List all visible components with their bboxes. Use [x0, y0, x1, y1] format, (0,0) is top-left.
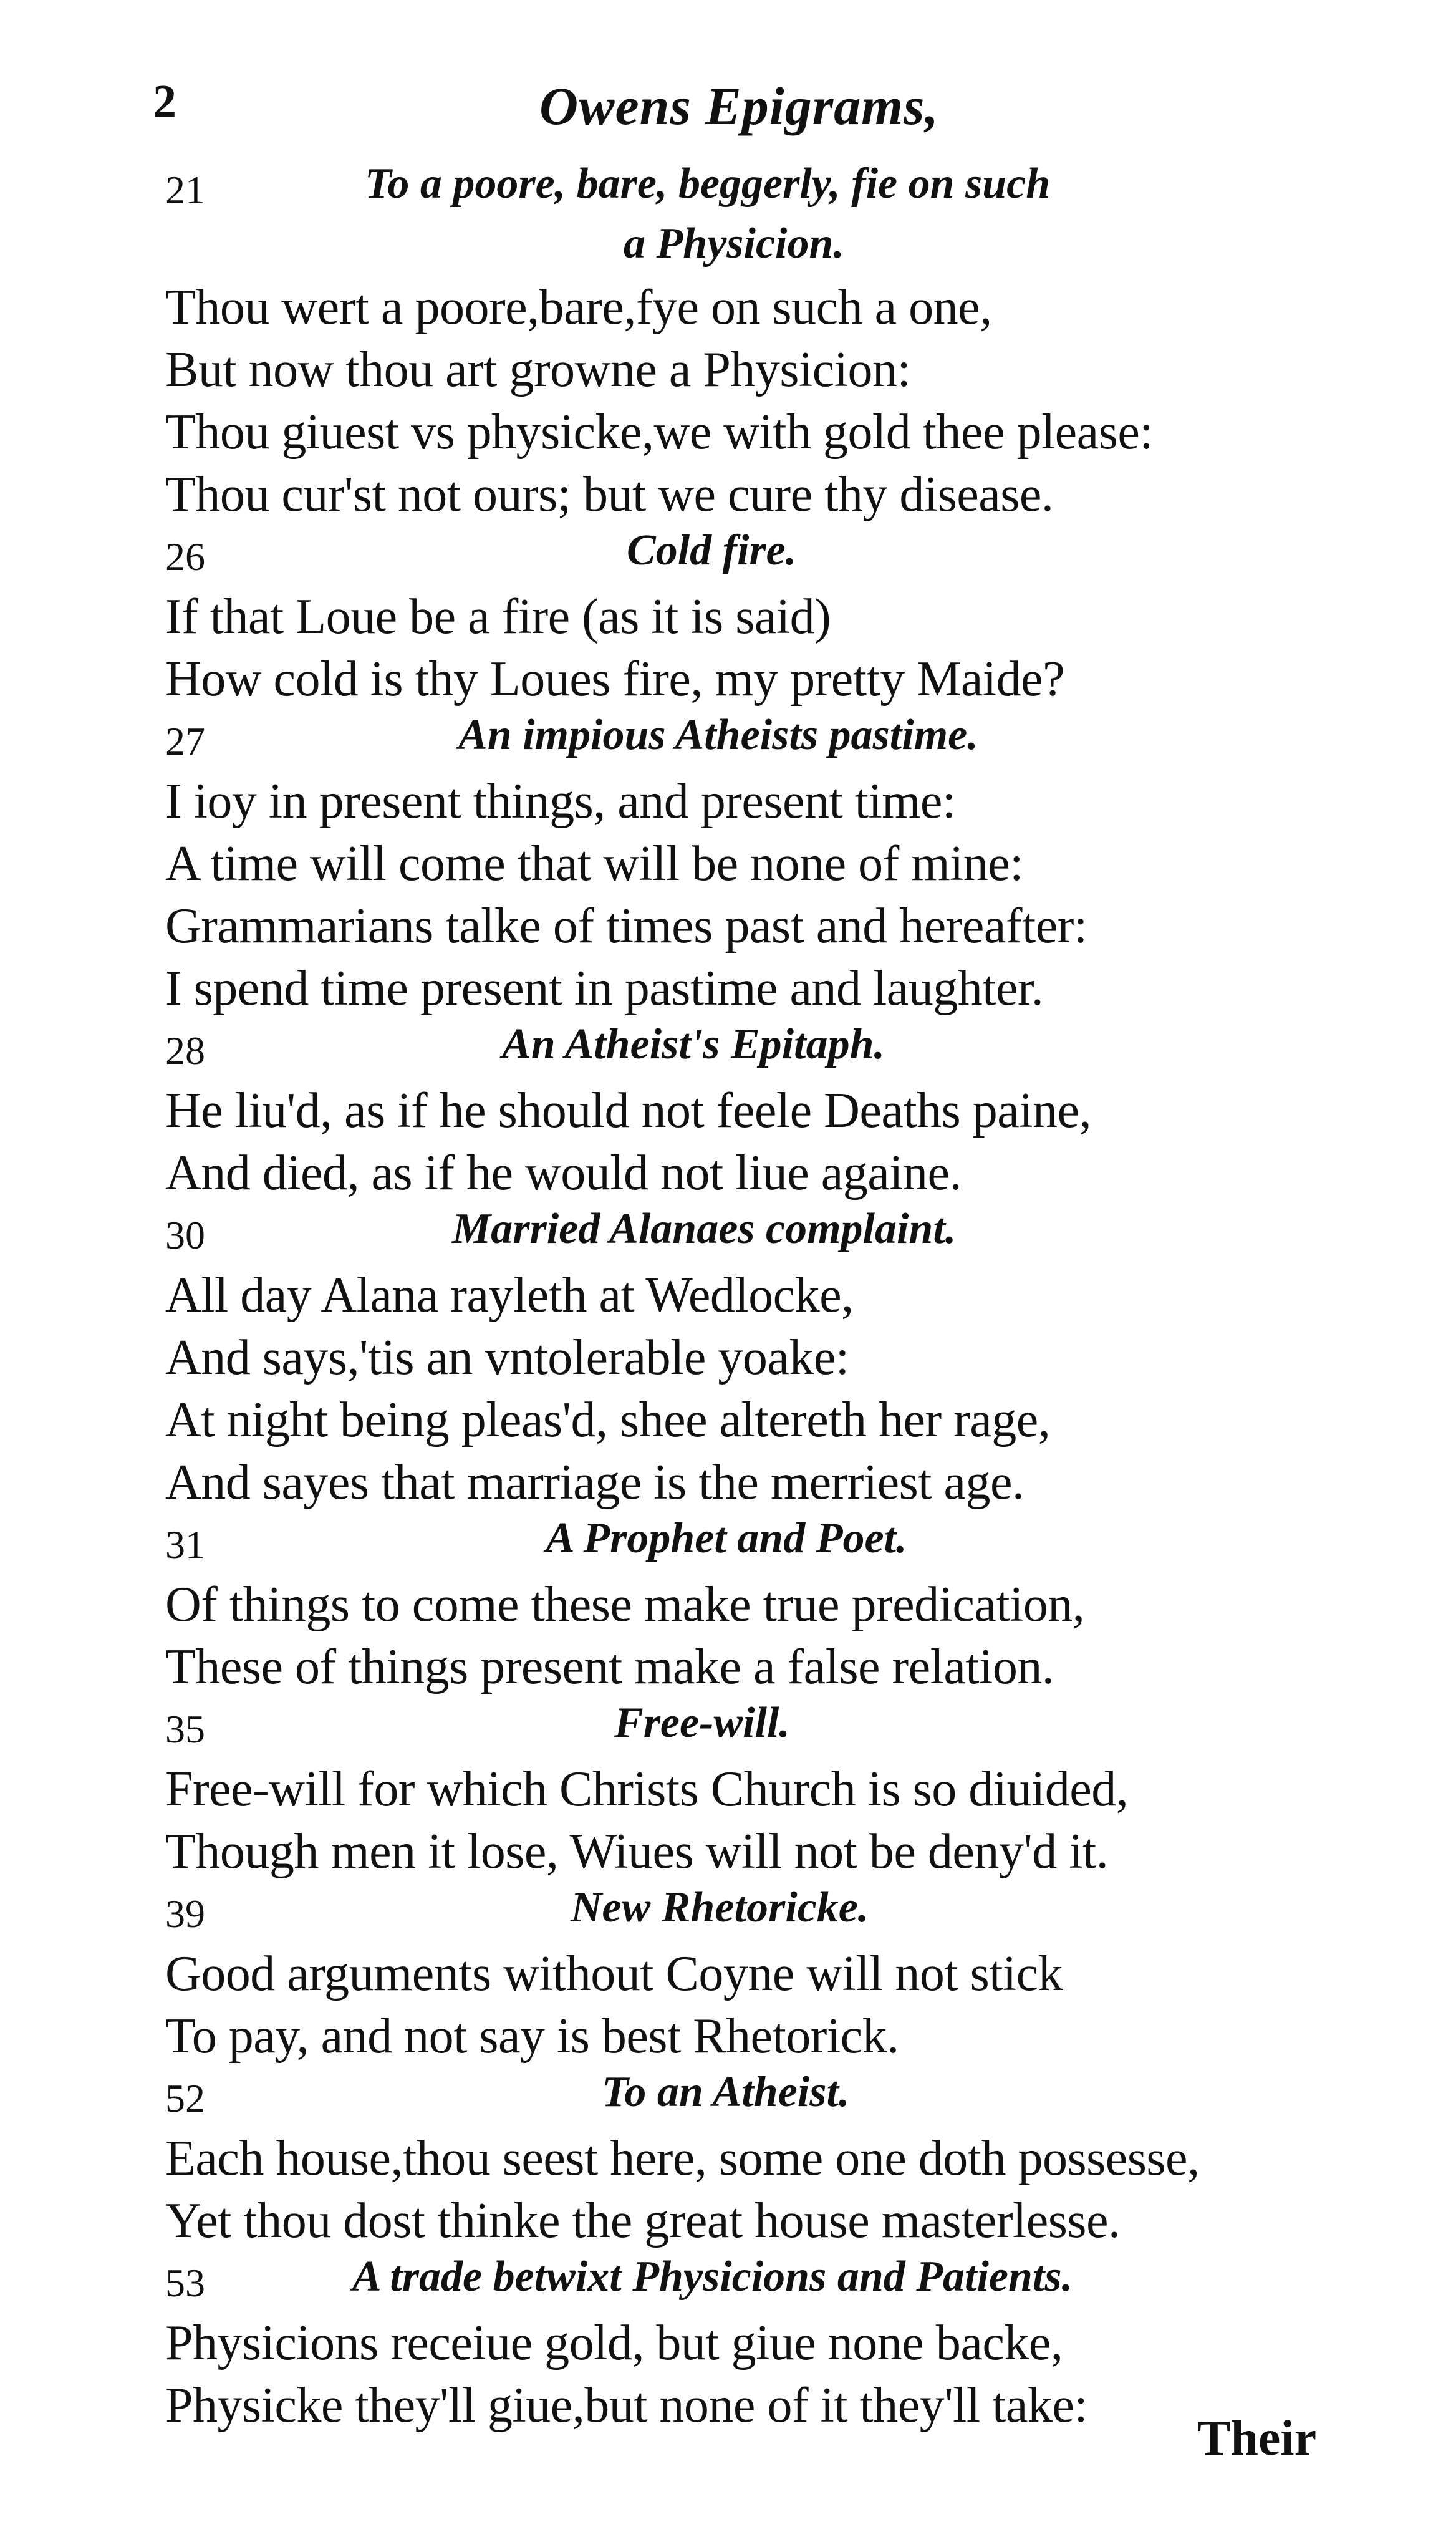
- verse-line: But now thou art growne a Physicion:: [165, 342, 911, 397]
- epigram-heading: [165, 1883, 1263, 1943]
- epigram-title: A trade betwixt Physicions and Patients.: [352, 2253, 1073, 2301]
- verse-line: And says,'tis an vntolerable yoake:: [165, 1330, 849, 1385]
- epigram-number: 31: [165, 1522, 205, 1567]
- epigram-heading: [165, 1020, 1263, 1080]
- epigram-title: An impious Atheists pastime.: [458, 711, 978, 759]
- running-title: Owens Epigrams,: [539, 76, 940, 136]
- catchword: Their: [1197, 2411, 1317, 2466]
- verse-line: Each house,thou seest here, some one doth possesse,: [165, 2131, 1200, 2186]
- verse-line: Thou giuest vs physicke,we with gold thee please:: [165, 405, 1154, 460]
- epigram-number: 39: [165, 1892, 205, 1936]
- verse-line: Physicke they'll giue,but none of it they'll take:: [165, 2378, 1088, 2433]
- epigram-number: 28: [165, 1028, 205, 1073]
- epigram-title: To an Atheist.: [602, 2068, 850, 2116]
- verse-line: If that Loue be a fire (as it is said): [165, 589, 831, 644]
- epigram-title-continuation: [165, 219, 1263, 276]
- epigram-title: To a poore, bare, beggerly, fie on such: [365, 160, 1051, 208]
- verse-line: Free-will for which Christs Church is so diuided,: [165, 1762, 1129, 1817]
- epigram-number: 26: [165, 534, 205, 579]
- verse-line: Yet thou dost thinke the great house masterlesse.: [165, 2193, 1121, 2248]
- page-number: 2: [153, 75, 176, 128]
- verse-line: How cold is thy Loues fire, my pretty Maide?: [165, 652, 1065, 707]
- verse-line: To pay, and not say is best Rhetorick.: [165, 2009, 899, 2064]
- epigram-title-cont: a Physicion.: [624, 220, 844, 268]
- epigram-title: Married Alanaes complaint.: [452, 1205, 957, 1253]
- verse-line: Physicions receiue gold, but giue none backe,: [165, 2316, 1063, 2370]
- epigram-heading: [165, 1204, 1263, 1264]
- verse-line: And sayes that marriage is the merriest age.: [165, 1455, 1025, 1510]
- epigram-heading: [165, 159, 1263, 219]
- epigram-title: An Atheist's Epitaph.: [502, 1020, 885, 1068]
- verse-line: These of things present make a false relation.: [165, 1640, 1054, 1694]
- verse-line: Grammarians talke of times past and hereafter:: [165, 899, 1087, 954]
- verse-line: He liu'd, as if he should not feele Deaths paine,: [165, 1083, 1092, 1138]
- epigram-title: New Rhetoricke.: [571, 1883, 869, 1931]
- verse-line: Good arguments without Coyne will not stick: [165, 1946, 1063, 2001]
- verse-line: I ioy in present things, and present time:: [165, 774, 956, 829]
- epigram-number: 52: [165, 2076, 205, 2120]
- page-header: [153, 75, 1213, 143]
- verse-line: And died, as if he would not liue againe.: [165, 1146, 962, 1201]
- epigram-number: 30: [165, 1213, 205, 1257]
- epigram-number: 35: [165, 1707, 205, 1751]
- verse-line: Thou wert a poore,bare,fye on such a one,: [165, 280, 992, 335]
- epigram-title: Free-will.: [614, 1699, 790, 1747]
- verse-line: All day Alana rayleth at Wedlocke,: [165, 1268, 854, 1323]
- epigram-title: A Prophet and Poet.: [546, 1514, 907, 1562]
- epigram-heading: [165, 710, 1263, 770]
- verse-line: Thou cur'st not ours; but we cure thy disease.: [165, 467, 1054, 522]
- epigram-heading: [165, 526, 1263, 586]
- epigram-number: 27: [165, 719, 205, 763]
- epigram-heading: [165, 1698, 1263, 1758]
- epigram-title: Cold fire.: [627, 526, 797, 574]
- verse-line: Though men it lose, Wiues will not be deny'd it.: [165, 1824, 1109, 1879]
- epigram-number: 21: [165, 168, 205, 212]
- verse-line: Of things to come these make true predication,: [165, 1577, 1085, 1632]
- epigram-heading: [165, 2252, 1263, 2312]
- epigram-heading: [165, 1514, 1263, 1573]
- epigram-heading: [165, 2067, 1263, 2127]
- verse-line: At night being pleas'd, shee altereth her rage,: [165, 1393, 1051, 1447]
- epigram-list: [165, 159, 1263, 2437]
- verse-line: A time will come that will be none of mine:: [165, 836, 1023, 891]
- epigram-number: 53: [165, 2261, 205, 2305]
- verse-line: I spend time present in pastime and laughter.: [165, 961, 1044, 1016]
